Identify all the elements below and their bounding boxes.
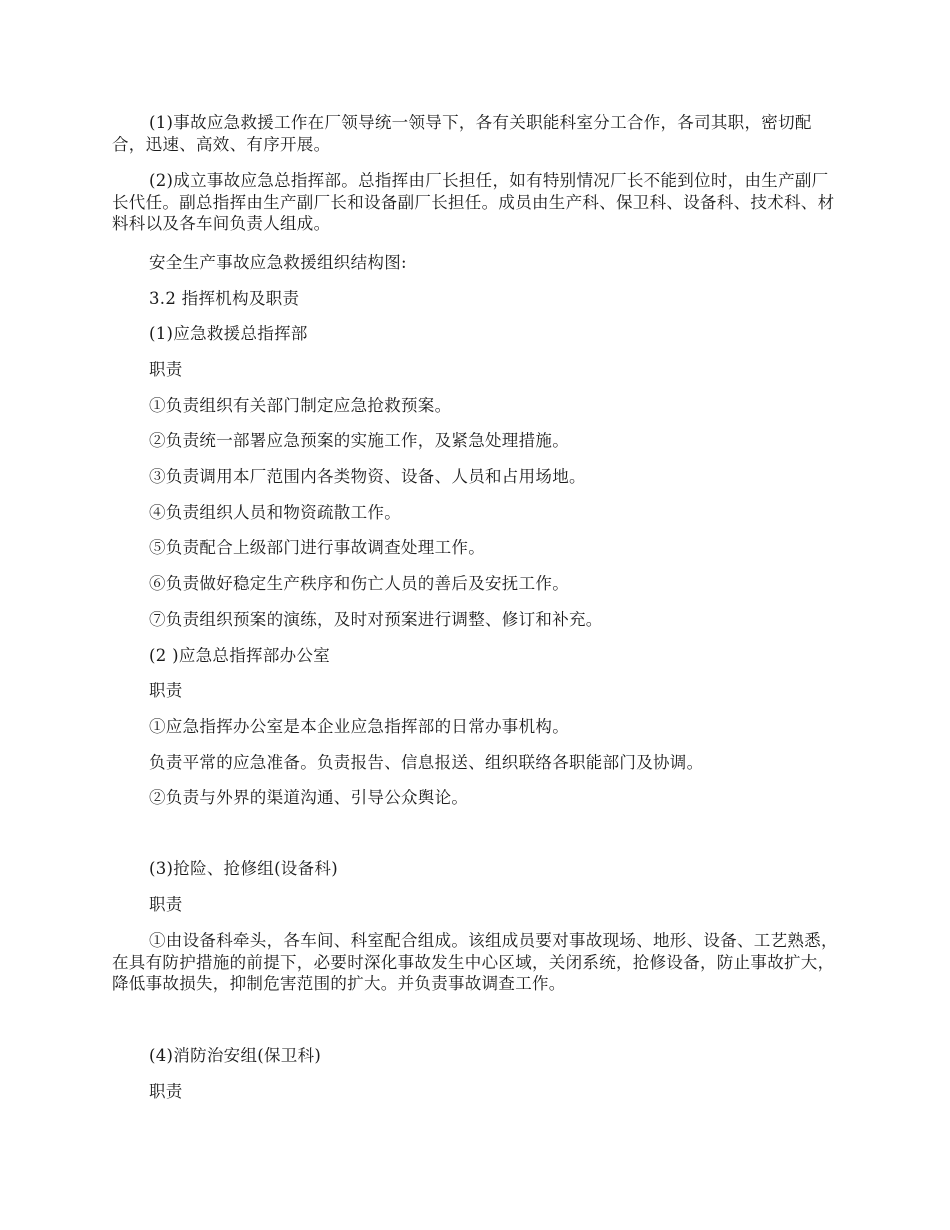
paragraph-22: (4)消防治安组(保卫科) (149, 1046, 322, 1065)
paragraph-7: ①负责组织有关部门制定应急抢救预案。 (149, 396, 452, 415)
paragraph-16: ①应急指挥办公室是本企业应急指挥部的日常办事机构。 (149, 717, 569, 736)
paragraph-23: 职责 (149, 1082, 183, 1101)
paragraph-1: (1)事故应急救援工作在厂领导统一领导下，各有关职能科室分工合作，各司其职，密切配合，迅速、高效、有序开展。 (112, 113, 812, 154)
paragraph-13: ⑦负责组织预案的演练，及时对预案进行调整、修订和补充。 (149, 610, 603, 629)
paragraph-21: ①由设备科牵头，各车间、科室配合组成。该组成员要对事故现场、地形、设备、工艺熟悉，在具有防护措施的前提下，必要时深化事故发生中心区域，关闭系统，抢修设备，防止事故扩大，降低事故损失，抑制危害范围的扩大。并负责事故调查工作。 (112, 931, 838, 993)
paragraph-5: (1)应急救援总指挥部 (149, 324, 308, 343)
section-heading: 3.2 指挥机构及职责 (149, 289, 300, 308)
paragraph-3: 安全生产事故应急救援组织结构图: (149, 253, 407, 272)
paragraph-20: 职责 (149, 895, 183, 914)
paragraph-2: (2)成立事故应急总指挥部。总指挥由厂长担任，如有特别情况厂长不能到位时，由生产副厂长代任。副总指挥由生产副厂长和设备副厂长担任。成员由生产科、保卫科、设备科、技术科、材料科以及各车间负责人组成。 (112, 171, 835, 233)
paragraph-12: ⑥负责做好稳定生产秩序和伤亡人员的善后及安抚工作。 (149, 574, 569, 593)
paragraph-10: ④负责组织人员和物资疏散工作。 (149, 503, 401, 522)
paragraph-11: ⑤负责配合上级部门进行事故调查处理工作。 (149, 538, 485, 557)
paragraph-19: (3)抢险、抢修组(设备科) (149, 859, 338, 878)
paragraph-14: (2 )应急总指挥部办公室 (149, 646, 331, 665)
paragraph-17: 负责平常的应急准备。负责报告、信息报送、组织联络各职能部门及协调。 (149, 753, 704, 772)
paragraph-6: 职责 (149, 360, 183, 379)
paragraph-15: 职责 (149, 681, 183, 700)
paragraph-8: ②负责统一部署应急预案的实施工作，及紧急处理措施。 (149, 431, 569, 450)
paragraph-9: ③负责调用本厂范围内各类物资、设备、人员和占用场地。 (149, 467, 586, 486)
paragraph-18: ②负责与外界的渠道沟通、引导公众舆论。 (149, 788, 469, 807)
